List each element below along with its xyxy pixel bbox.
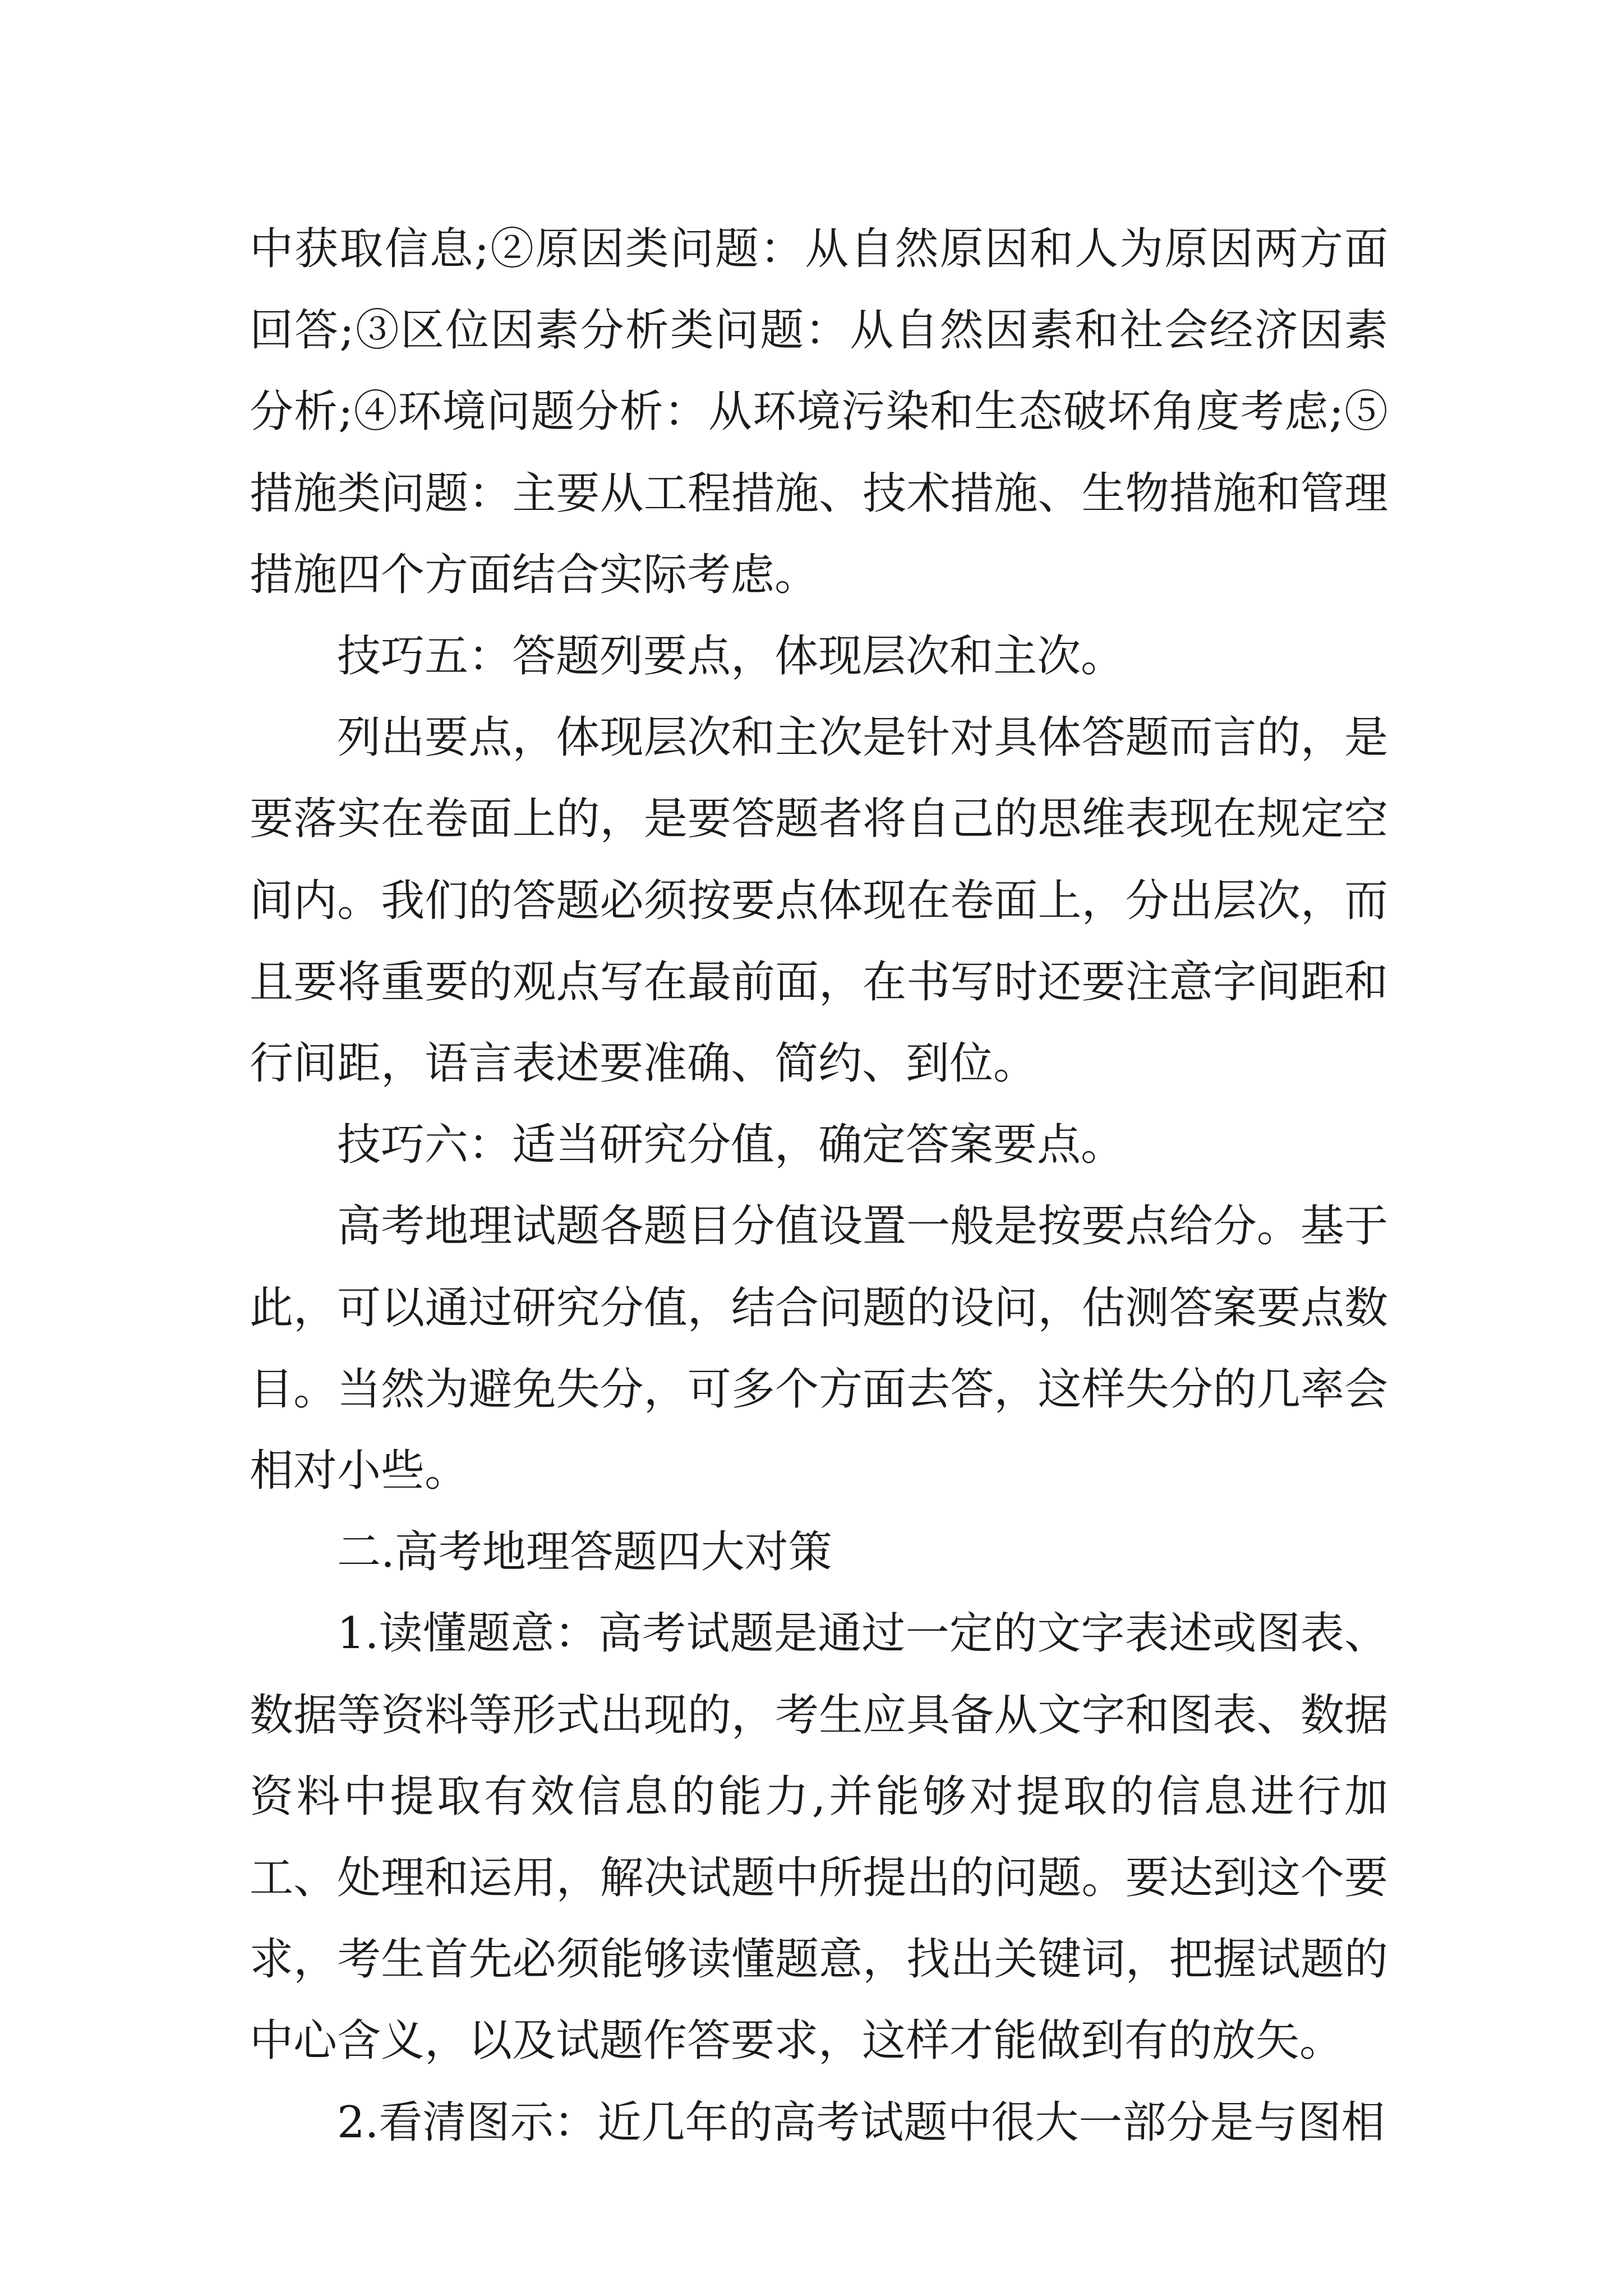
paragraph: 列出要点，体现层次和主次是针对具体答题而言的，是要落实在卷面上的，是要答题者将自己的思维表现在规定空间内。我们的答题必须按要点体现在卷面上，分出层次，而且要将重要的观点写在最前面，在书写时还要注意字间距和行间距，语言表述要准确、简约、到位。 <box>250 712 1388 1089</box>
paragraph-heading: 技巧六：适当研究分值，确定答案要点。 <box>337 1120 1125 1171</box>
paragraph-heading: 技巧五：答题列要点，体现层次和主次。 <box>337 631 1125 682</box>
section-heading: 二.高考地理答题四大对策 <box>337 1527 832 1578</box>
paragraph: 高考地理试题各题目分值设置一般是按要点给分。基于此，可以通过研究分值，结合问题的设问，估测答案要点数目。当然为避免失分，可多个方面去答，这样失分的几率会相对小些。 <box>250 1201 1388 1497</box>
paragraph: 中获取信息;②原因类问题：从自然原因和人为原因两方面回答;③区位因素分析类问题：从自然因素和社会经济因素分析;④环境问题分析：从环境污染和生态破坏角度考虑;⑤措施类问题：主要从工程措施、技术措施、生物措施和管理措施四个方面结合实际考虑。 <box>250 224 1388 600</box>
body-text <box>250 209 1388 2164</box>
paragraph: 2.看清图示：近几年的高考试题中很大一部分是与图相 <box>337 2097 1385 2148</box>
paragraph: 1.读懂题意：高考试题是通过一定的文字表述或图表、数据等资料等形式出现的，考生应具备从文字和图表、数据资料中提取有效信息的能力,并能够对提取的信息进行加工、处理和运用，解决试题中所提出的问题。要达到这个要求，考生首先必须能够读懂题意，找出关键词，把握试题的中心含义，以及试题作答要求，这样才能做到有的放矢。 <box>250 1608 1388 2067</box>
